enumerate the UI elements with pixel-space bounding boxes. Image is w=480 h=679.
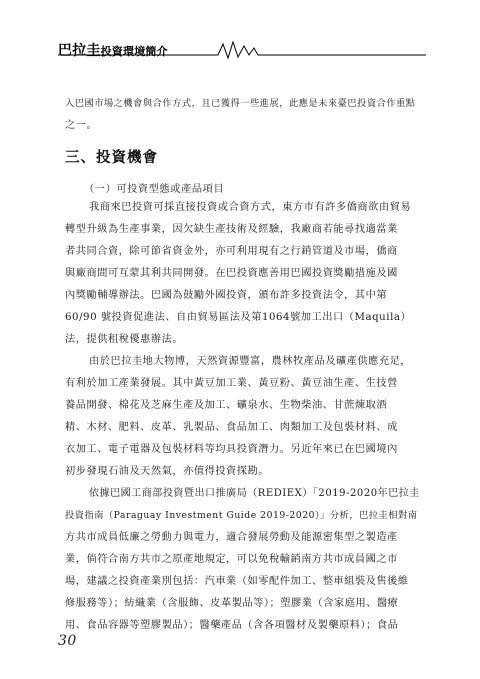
- text-line: 有利於加工產業發展。其中黃豆加工業、黃豆粉、黃豆油生產、生技營: [65, 378, 398, 389]
- text-line: 養品開發、棉花及芝麻生產及加工、礦泉水、生物柴油、甘蔗煉取酒: [65, 400, 388, 411]
- body-paragraph-3: [65, 483, 421, 637]
- text-line: 與廠商間可互蒙其利共同開發。在巴投資應善用巴國投資獎勵措施及國: [65, 268, 398, 279]
- text-line: 業，倘符合南方共市之原產地規定，可以免稅輸銷南方共市成員國之市: [65, 554, 398, 565]
- text-line: 法，提供租稅優惠辦法。: [65, 334, 184, 345]
- text-line: 內獎勵輔導辦法。巴國為鼓勵外國投資，頒布許多投資法令，其中第: [65, 290, 388, 301]
- text-line: 依據巴國工商部投資暨出口推廣局（REDIEX）「2019-2020年巴拉圭: [89, 488, 420, 499]
- text-line: 由於巴拉圭地大物博，天然資源豐富，農林牧產品及礦產供應充足，: [89, 356, 412, 367]
- text-line: 轉型升級為生產事業，因欠缺生產技術及經驗，我廠商若能尋找適當業: [65, 224, 398, 235]
- text-line: 修服務等）；紡織業（含服飾、皮革製品等）；塑膠業（含家庭用、醫療: [65, 598, 399, 609]
- header-title-main: 巴拉圭: [58, 43, 101, 59]
- text-line: 之一。: [65, 120, 98, 131]
- text-line: 衣加工、電子電器及包裝材料等均具投資潛力。另近年來已在巴國境內: [65, 444, 398, 455]
- text-line: 精、木材、肥料、皮革、乳製品、食品加工、肉類加工及包裝材料、成: [65, 422, 398, 433]
- body-paragraph-1: [65, 197, 421, 351]
- text-line: 入巴國市場之機會與合作方式，且已獲得一些進展，此應是未來臺巴投資合作重點: [65, 98, 416, 109]
- text-line: 我商來巴投資可採直接投資或合資方式，東方市有許多僑商欲由貿易: [89, 202, 412, 213]
- text-line: 用、食品容器等塑膠製品）；醫藥產品（含各項醫材及製藥原料）；食品: [65, 620, 399, 631]
- body-paragraph-2: [65, 351, 421, 483]
- text-line: 60/90 號投資促進法、自由貿易區法及第1064號加工出口（Maquila）: [65, 312, 412, 323]
- header-banner: [58, 38, 426, 60]
- text-line: 初步發現石油及天然氣，亦值得投資探勘。: [65, 466, 270, 477]
- text-line: 方共市成員低廉之勞動力與電力，適合發展勞動及能源密集型之製造產: [65, 532, 398, 543]
- intro-paragraph: [65, 93, 421, 137]
- header-title: [58, 40, 168, 60]
- subsection-heading: （一）可投資型態或產品項目: [84, 184, 225, 195]
- text-line: 者共同合資，除可節省資金外，亦可利用現有之行銷管道及市場，僑商: [65, 246, 398, 257]
- text-line: 場，建議之投資產業別包括：汽車業（如零配件加工、整車組裝及售後維: [65, 576, 409, 587]
- text-line: 投資指南（Paraguay Investment Guide 2019-2020）」分析，巴拉圭相對南: [65, 510, 418, 521]
- page-number: 30: [58, 633, 77, 649]
- header-title-sub: 投資環境簡介: [100, 45, 168, 58]
- section-heading: 三、投資機會: [65, 150, 158, 166]
